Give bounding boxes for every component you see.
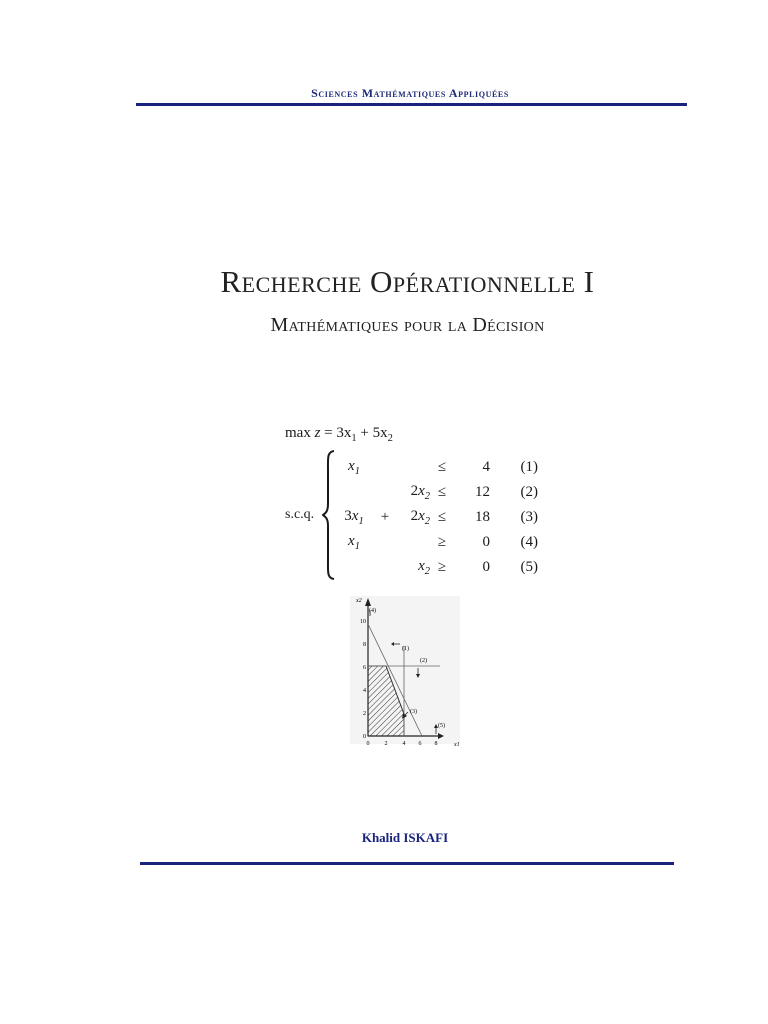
constraint-relation: ≤ [437, 484, 447, 500]
y-tick-0: 0 [363, 734, 366, 740]
constraint-row [336, 455, 538, 480]
label-1: (1) [402, 646, 409, 652]
x-tick-6: 6 [418, 741, 422, 747]
y-tick-6: 6 [363, 665, 366, 671]
constraint-row [336, 480, 538, 505]
constraint-number: (2) [520, 484, 538, 500]
objective-term2: + 5x [356, 425, 388, 441]
constraint-relation: ≥ [437, 534, 447, 550]
objective-sub1: 1 [351, 433, 357, 444]
x-tick-8: 8 [434, 741, 438, 747]
y-axis-label: x2 [356, 598, 362, 604]
objective-function [285, 425, 393, 444]
x-tick-2: 2 [384, 741, 388, 747]
constraint-x1-term: $x_1$ [348, 533, 360, 552]
constraint-x1-term [336, 555, 372, 580]
constraint-x2-term [398, 455, 430, 480]
y-tick-10: 10 [360, 619, 366, 625]
constraint-rhs: 18 [475, 509, 490, 525]
document-title: Recherche Opérationnelle I [220, 264, 595, 299]
header-rule [136, 103, 687, 106]
constraint-x2-term: $x_2$ [418, 558, 430, 577]
constraint-number: (5) [520, 559, 538, 575]
feasible-region-figure [342, 594, 462, 754]
constraint-x1-term: $x_1$ [348, 458, 360, 477]
constraint-operator: + [380, 509, 390, 525]
scq-label: s.c.q. [285, 507, 315, 522]
label-2: (2) [420, 658, 427, 664]
constraint-row [336, 555, 538, 580]
constraint-number: (1) [520, 459, 538, 475]
y-tick-4: 4 [363, 688, 366, 694]
constraint-operator [372, 455, 398, 480]
constraint-number: (3) [520, 509, 538, 525]
objective-max: max [285, 425, 311, 441]
constraint-rhs: 0 [482, 534, 490, 550]
constraint-row [336, 505, 538, 530]
constraint-table [336, 455, 538, 580]
label-3: (3) [410, 709, 417, 715]
constraint-number: (4) [520, 534, 538, 550]
constraint-x1-term: $3x_1$ [344, 508, 364, 527]
constraint-relation: ≤ [437, 509, 447, 525]
constraint-operator [372, 555, 398, 580]
constraint-x2-term: $2x_2$ [410, 483, 430, 502]
x-tick-4: 4 [402, 741, 406, 747]
author-name: Khalid ISKAFI [361, 830, 449, 845]
constraint-brace [322, 450, 336, 580]
label-4: (4) [369, 608, 376, 614]
label-5: (5) [438, 723, 445, 729]
constraint-x2-term [398, 530, 430, 555]
figure-background [350, 596, 460, 744]
constraint-rhs: 0 [482, 559, 490, 575]
objective-sub2: 2 [387, 433, 393, 444]
footer-rule [140, 862, 674, 865]
y-tick-8: 8 [363, 642, 366, 648]
constraint-relation: ≥ [437, 559, 447, 575]
constraint-x2-term: $2x_2$ [410, 508, 430, 527]
constraint-row [336, 530, 538, 555]
x-axis-label: x1 [454, 742, 460, 748]
constraint-operator [372, 480, 398, 505]
constraint-operator [372, 530, 398, 555]
constraint-x1-term [336, 480, 372, 505]
series-header: Sciences Mathématiques Appliquées [311, 86, 509, 100]
document-subtitle: Mathématiques pour la Décision [270, 314, 545, 336]
objective-term1: = 3x [320, 425, 352, 441]
x-tick-0: 0 [366, 741, 370, 747]
y-tick-2: 2 [363, 711, 366, 717]
constraint-relation: ≤ [437, 459, 447, 475]
constraint-rhs: 12 [475, 484, 490, 500]
constraint-rhs: 4 [482, 459, 490, 475]
objective-var: z [314, 425, 321, 441]
